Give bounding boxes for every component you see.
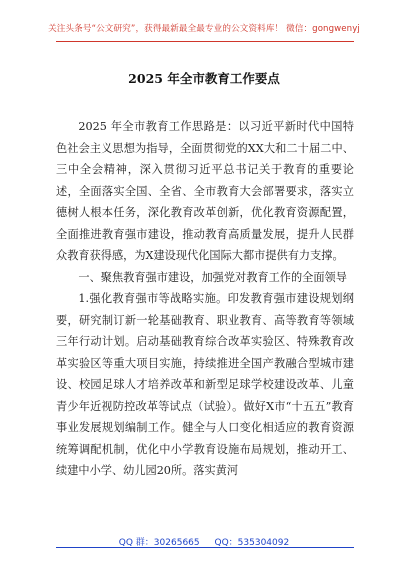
header-divider bbox=[56, 41, 354, 42]
footer-qq-group: QQ 群：30265665 bbox=[118, 538, 200, 548]
document-title: 2025 年全市教育工作要点 bbox=[128, 71, 280, 86]
section-heading: 一、聚焦教育强市建设，加强党对教育工作的全面领导 bbox=[78, 270, 347, 284]
item-paragraph: 1.强化教育强市等战略实施。印发教育强市建设规划纲要，研究制订新一轮基础教育、职业教育、高等教育等领域三年行动计划。启动基础教育综合改革实验区、特殊教育改革实验区等重大项目实施，持续推进全国产教融合型城市建设、校园足球人才培养改革和新型足球学校建设改革、儿童青少年近视防控改革等试点（试验）。做好X市“十五五”教育事业发展规划编制工作。健全与人口变化相适应的教育资源统筹调配机制，优化中小学教育设施布局规划，推动开工、续建中小学、幼儿园20所。落实黄河 bbox=[56, 292, 354, 477]
footer-qq: QQ：535304092 bbox=[214, 538, 290, 548]
document-body bbox=[56, 116, 354, 482]
header-banner: 关注头条号“公文研究”，获得最新最全最专业的公文资料库！ 微信：gongwenyj bbox=[48, 24, 360, 34]
intro-paragraph: 2025 年全市教育工作思路是：以习近平新时代中国特色社会主义思想为指导，全面贯彻党的XX大和二十届二中、三中全会精神，深入贯彻习近平总书记关于教育的重要论述，全面落实全国、全省、全市教育大会部署要求，落实立德树人根本任务，深化教育改革创新，优化教育资源配置，全面推进教育强市建设，推动教育高质量发展，提升人民群众教育获得感，为X建设现代化国际大都市提供有力支撑。 bbox=[56, 120, 354, 262]
footer-divider bbox=[56, 547, 354, 548]
